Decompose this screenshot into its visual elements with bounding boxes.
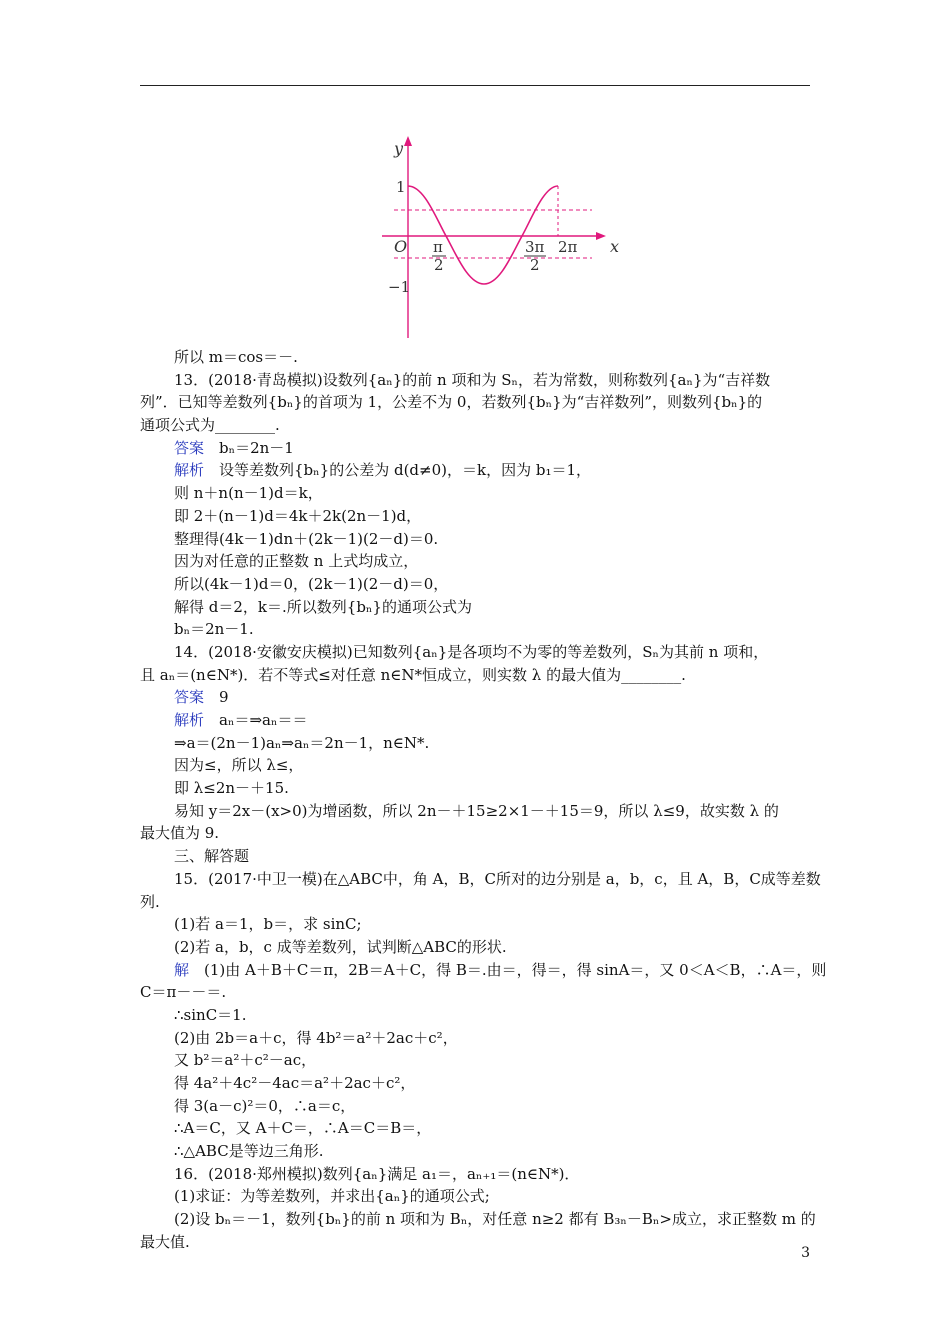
line-text: 且 aₙ＝(n∈N*)．若不等式≤对任意 n∈N*恒成立，则实数 λ 的最大值为________.: [140, 665, 686, 684]
text-line: [140, 1095, 810, 1118]
line-text: 易知 y＝2x－(x>0)为增函数，所以 2n－＋15≥2×1－＋15＝9，所以 λ≤9，故实数 λ 的: [174, 801, 779, 820]
y-axis-arrow-icon: [404, 136, 412, 146]
text-line: [140, 1185, 810, 1208]
text-line: [140, 1072, 810, 1095]
answer-tag: 解析: [174, 711, 205, 729]
line-text: 又 b²＝a²＋c²－ac，: [174, 1051, 317, 1070]
line-text: 即 λ≤2n－＋15.: [174, 779, 289, 798]
line-text: 列.: [140, 892, 160, 911]
line-text: 三、解答题: [174, 847, 250, 866]
x-tick-2pi: 2π: [558, 238, 578, 256]
line-text: 则 n＋n(n－1)d＝k，: [174, 484, 323, 503]
x-tick-3pi-over-2-num: 3π: [525, 238, 545, 256]
line-text: ∴sinC＝1.: [174, 1005, 247, 1024]
line-text: ∴A＝C，又 A＋C＝，∴A＝C＝B＝，: [174, 1119, 432, 1138]
text-line: [140, 573, 810, 596]
line-text: 16．(2018·郑州模拟)数列{aₙ}满足 a₁＝，aₙ₊₁＝(n∈N*)．: [174, 1164, 580, 1183]
x-tick-pi-over-2-den: 2: [434, 256, 444, 274]
text-line: [140, 391, 810, 414]
answer-tag: 答案: [174, 688, 205, 707]
line-text: 得 4a²＋4c²－4ac＝a²＋2ac＋c²，: [174, 1074, 416, 1092]
line-text: bₙ＝2n－1.: [174, 620, 254, 639]
answer-tag: 解析: [174, 461, 205, 480]
x-tick-pi-over-2-num: π: [433, 238, 443, 256]
text-line: [140, 641, 810, 664]
line-text: 9: [204, 688, 229, 707]
cosine-graph: [362, 128, 620, 342]
x-axis-label: x: [610, 237, 620, 256]
x-axis-arrow-icon: [596, 232, 606, 240]
text-line: [140, 505, 810, 528]
line-text: bₙ＝2n－1: [204, 438, 294, 457]
line-text: 最大值为 9.: [140, 824, 220, 843]
text-line: [140, 369, 810, 392]
line-text: 最大值.: [140, 1232, 190, 1251]
text-line: [140, 414, 810, 437]
cosine-graph-figure: [362, 128, 620, 342]
line-text: 14．(2018·安徽安庆模拟)已知数列{aₙ}是各项均不为零的等差数列，Sₙ为其前 n 项和，: [174, 642, 769, 661]
text-line: [140, 618, 810, 641]
line-text: 13．(2018·青岛模拟)设数列{aₙ}的前 n 项和为 Sₙ，若为常数，则称数列{aₙ}为“吉祥数: [174, 370, 771, 389]
text-line: [140, 437, 810, 460]
text-line: [140, 868, 821, 891]
text-line: [140, 482, 810, 505]
y-tick-negative: −1: [388, 278, 411, 296]
line-text: 所以 m＝cos＝－.: [174, 348, 298, 366]
line-text: 设等差数列{bₙ}的公差为 d(d≠0)，＝k，因为 b₁＝1，: [204, 461, 591, 480]
text-line: [140, 822, 810, 845]
line-text: 即 2＋(n－1)d＝4k＋2k(2n－1)d，: [174, 506, 422, 525]
line-text: (2)由 2b＝a＋c，得 4b²＝a²＋2ac＋c²，: [174, 1028, 458, 1047]
text-line: [140, 459, 810, 482]
text-line: [140, 1140, 810, 1163]
document-body: [140, 346, 827, 1254]
line-text: 因为对任意的正整数 n 上式均成立，: [174, 552, 419, 571]
header-rule: [140, 85, 810, 86]
text-line: [140, 913, 810, 936]
text-line: [140, 1231, 810, 1254]
line-text: (1)若 a＝1，b＝，求 sinC;: [174, 915, 362, 934]
text-line: [140, 732, 810, 755]
text-line: [140, 800, 810, 823]
text-line: [140, 1027, 810, 1050]
text-line: [140, 936, 810, 959]
text-line: [140, 346, 810, 369]
text-line: [140, 1049, 810, 1072]
line-text: (2)若 a，b，c 成等差数列，试判断△ABC的形状.: [174, 937, 507, 956]
origin-label: O: [394, 237, 408, 256]
text-line: [140, 709, 810, 732]
line-text: 列”．已知等差数列{bₙ}的首项为 1，公差不为 0，若数列{bₙ}为“吉祥数列”，则数列{bₙ}的: [140, 393, 763, 412]
answer-tag: 解: [174, 960, 190, 979]
text-line: [140, 959, 827, 982]
text-line: [140, 754, 810, 777]
text-line: [140, 550, 810, 573]
text-line: [140, 891, 810, 914]
line-text: 因为≤，所以 λ≤，: [174, 756, 304, 775]
text-line: [140, 981, 810, 1004]
x-tick-3pi-over-2-den: 2: [530, 256, 540, 274]
text-line: [140, 686, 810, 709]
y-axis-label: y: [394, 139, 404, 158]
y-tick-positive: 1: [396, 178, 406, 196]
line-text: (1)由 A＋B＋C＝π，2B＝A＋C，得 B＝.由＝，得＝，得 sinA＝，又 0＜A＜B，∴A＝，则: [189, 960, 827, 979]
text-line: [140, 777, 810, 800]
line-text: ∴△ABC是等边三角形.: [174, 1142, 324, 1161]
text-line: [140, 1163, 810, 1186]
line-text: ⇒a＝(2n－1)aₙ⇒aₙ＝2n－1，n∈N*.: [174, 733, 430, 752]
line-text: 通项公式为________.: [140, 416, 280, 435]
text-line: [140, 596, 810, 619]
line-text: 15．(2017·中卫一模)在△ABC中，角 A，B，C所对的边分别是 a，b，c，且 A，B，C成等差数: [174, 869, 821, 888]
line-text: 整理得(4k－1)dn＋(2k－1)(2－d)＝0.: [174, 529, 439, 548]
line-text: 所以(4k－1)d＝0，(2k－1)(2－d)＝0，: [174, 574, 449, 593]
text-line: [140, 845, 810, 868]
line-text: aₙ＝⇒aₙ＝＝: [204, 711, 308, 729]
line-text: (1)求证：为等差数列，并求出{aₙ}的通项公式;: [174, 1187, 490, 1206]
text-line: [140, 1004, 810, 1027]
text-line: [140, 1117, 810, 1140]
answer-tag: 答案: [174, 438, 205, 457]
page-number: 3: [801, 1245, 810, 1261]
line-text: 得 3(a－c)²＝0，∴a＝c，: [174, 1096, 356, 1115]
text-line: [140, 1208, 816, 1231]
text-line: [140, 664, 810, 687]
line-text: 解得 d＝2，k＝.所以数列{bₙ}的通项公式为: [174, 597, 472, 616]
line-text: C＝π－－＝.: [140, 983, 227, 1002]
text-line: [140, 528, 810, 551]
line-text: (2)设 bₙ＝－1，数列{bₙ}的前 n 项和为 Bₙ，对任意 n≥2 都有 B₃ₙ－Bₙ>成立，求正整数 m 的: [174, 1210, 816, 1229]
